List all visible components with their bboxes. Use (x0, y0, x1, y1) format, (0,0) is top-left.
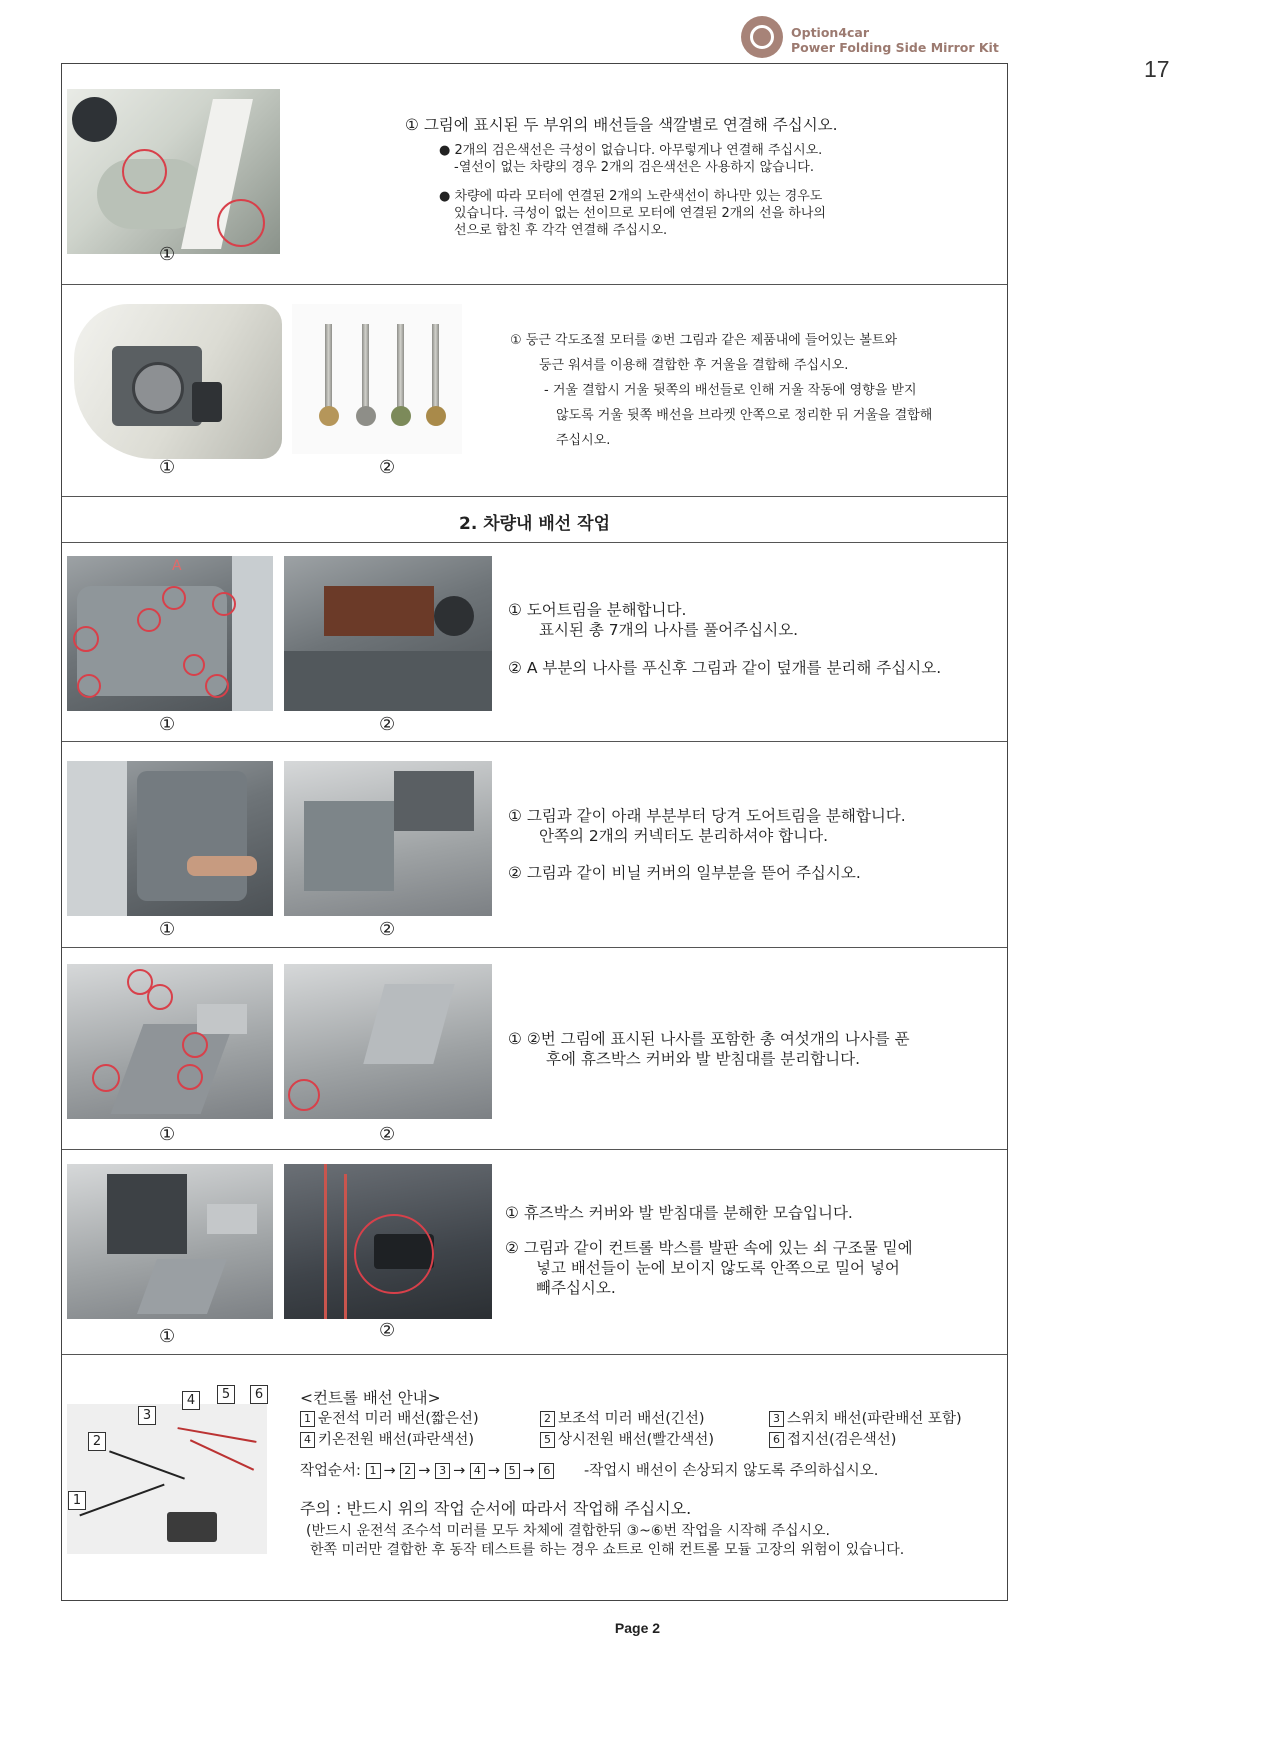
brand-mark-icon (741, 16, 783, 58)
mirror-wiring-photo (67, 89, 280, 254)
kit-label-3: 3 (138, 1406, 156, 1425)
instruction-text: 둥근 워셔를 이용해 결합한 후 거울을 결합해 주십시오. (539, 358, 849, 373)
instruction-text: ① 그림과 같이 아래 부분부터 당겨 도어트림을 분해합니다. (508, 807, 906, 825)
guide-item-3: 3 스위치 배선(파란배선 포함) (769, 1410, 962, 1428)
door-trim-photo-2 (284, 556, 492, 711)
instruction-text: 않도록 거울 뒷쪽 배선을 브라켓 안쪽으로 정리한 뒤 거울을 결합해 (556, 408, 933, 423)
guide-item-5: 5 상시전원 배선(빨간색선) (540, 1431, 714, 1449)
figure-label: ① (159, 919, 176, 940)
page-number: 17 (1144, 56, 1170, 82)
figure-label: ② (379, 1124, 396, 1145)
kit-label-4: 4 (182, 1391, 200, 1410)
instruction-text: -열선이 없는 차량의 경우 2개의 검은색선은 사용하지 않습니다. (454, 160, 814, 175)
wiring-kit-photo (67, 1404, 267, 1554)
door-removal-photo-2 (284, 761, 492, 916)
kit-label-5: 5 (217, 1385, 235, 1404)
figure-label: ① (159, 1326, 176, 1347)
figure-label: ② (379, 919, 396, 940)
brand-name: Option4car (791, 25, 870, 40)
figure-label: ① (159, 1124, 176, 1145)
door-removal-photo-1 (67, 761, 273, 916)
instruction-text: 선으로 합친 후 각각 연결해 주십시오. (454, 223, 668, 238)
instruction-text: ② A 부분의 나사를 푸신후 그림과 같이 덮개를 분리해 주십시오. (508, 659, 942, 677)
instruction-text: 표시된 총 7개의 나사를 풀어주십시오. (539, 621, 799, 639)
guide-item-1: 1 운전석 미러 배선(짧은선) (300, 1410, 479, 1428)
instruction-text: 있습니다. 극성이 없는 선이므로 모터에 연결된 2개의 선을 하나의 (454, 206, 826, 221)
instruction-text: ② 그림과 같이 컨트롤 박스를 발판 속에 있는 쇠 구조물 밑에 (505, 1239, 913, 1257)
instruction-text: ② 그림과 같이 비닐 커버의 일부분을 뜯어 주십시오. (508, 864, 861, 882)
bolts-photo (292, 304, 462, 454)
guide-title: <컨트롤 배선 안내> (300, 1389, 441, 1407)
warning-text: 주의 : 반드시 위의 작업 순서에 따라서 작업해 주십시오. (300, 1499, 692, 1518)
door-trim-photo-1 (67, 556, 273, 711)
fusebox-cover-photo-2 (284, 964, 492, 1119)
kit-label-6: 6 (250, 1385, 268, 1404)
figure-label: ② (379, 1320, 396, 1341)
instruction-text: 후에 휴즈박스 커버와 발 받침대를 분리합니다. (546, 1050, 861, 1068)
kit-label-2: 2 (88, 1432, 106, 1451)
instruction-text: - 거울 결합시 거울 뒷쪽의 배선들로 인해 거울 작동에 영향을 받지 (544, 383, 917, 398)
brand-logo (741, 16, 1001, 60)
instruction-text: ① 그림에 표시된 두 부위의 배선들을 색깔별로 연결해 주십시오. (405, 116, 838, 134)
guide-item-4: 4 키온전원 배선(파란색선) (300, 1431, 474, 1449)
photo-mark-a: A (172, 558, 182, 574)
warning-text: (반드시 운전석 조수석 미러를 모두 차체에 결합한뒤 ③~⑥번 작업을 시작해 주십시오. (306, 1523, 831, 1539)
instruction-text: ① 둥근 각도조절 모터를 ②번 그림과 같은 제품내에 들어있는 볼트와 (510, 333, 898, 348)
manual-frame (61, 63, 1008, 1601)
instruction-text: 넣고 배선들이 눈에 보이지 않도록 안쪽으로 밀어 넣어 (536, 1259, 900, 1277)
product-name: Power Folding Side Mirror Kit (791, 40, 999, 55)
warning-text: 한쪽 미러만 결합한 후 동작 테스트를 하는 경우 쇼트로 인해 컨트롤 모듈 고장의 위험이 있습니다. (310, 1542, 905, 1558)
instruction-text: 안쪽의 2개의 커넥터도 분리하셔야 합니다. (539, 827, 829, 845)
control-box-install-photo (284, 1164, 492, 1319)
section-title: 2. 차량내 배선 작업 (459, 514, 610, 534)
figure-label: ② (379, 457, 396, 478)
kit-label-1: 1 (68, 1491, 86, 1510)
figure-label: ② (379, 714, 396, 735)
guide-item-2: 2 보조석 미러 배선(긴선) (540, 1410, 705, 1428)
page-footer: Page 2 (614, 1620, 661, 1636)
instruction-text: ① 휴즈박스 커버와 발 받침대를 분해한 모습입니다. (505, 1204, 853, 1222)
fusebox-open-photo (67, 1164, 273, 1319)
instruction-text: ① 도어트림을 분해합니다. (508, 601, 687, 619)
instruction-text: ● 2개의 검은색선은 극성이 없습니다. 아무렇게나 연결해 주십시오. (439, 143, 823, 158)
figure-label: ① (159, 244, 176, 265)
work-order: 작업순서: 1 → 2 → 3 → 4 → 5 → 6 -작업시 배선이 손상되지 않도록 주의하십시오. (300, 1463, 879, 1479)
instruction-text: 빼주십시오. (536, 1279, 616, 1297)
guide-item-6: 6 접지선(검은색선) (769, 1431, 896, 1449)
instruction-text: ● 차량에 따라 모터에 연결된 2개의 노란색선이 하나만 있는 경우도 (439, 189, 823, 204)
figure-label: ① (159, 457, 176, 478)
figure-label: ① (159, 714, 176, 735)
mirror-motor-photo (74, 304, 282, 459)
instruction-text: ① ②번 그림에 표시된 나사를 포함한 총 여섯개의 나사를 푼 (508, 1030, 910, 1048)
fusebox-cover-photo-1 (67, 964, 273, 1119)
instruction-text: 주십시오. (556, 433, 611, 448)
